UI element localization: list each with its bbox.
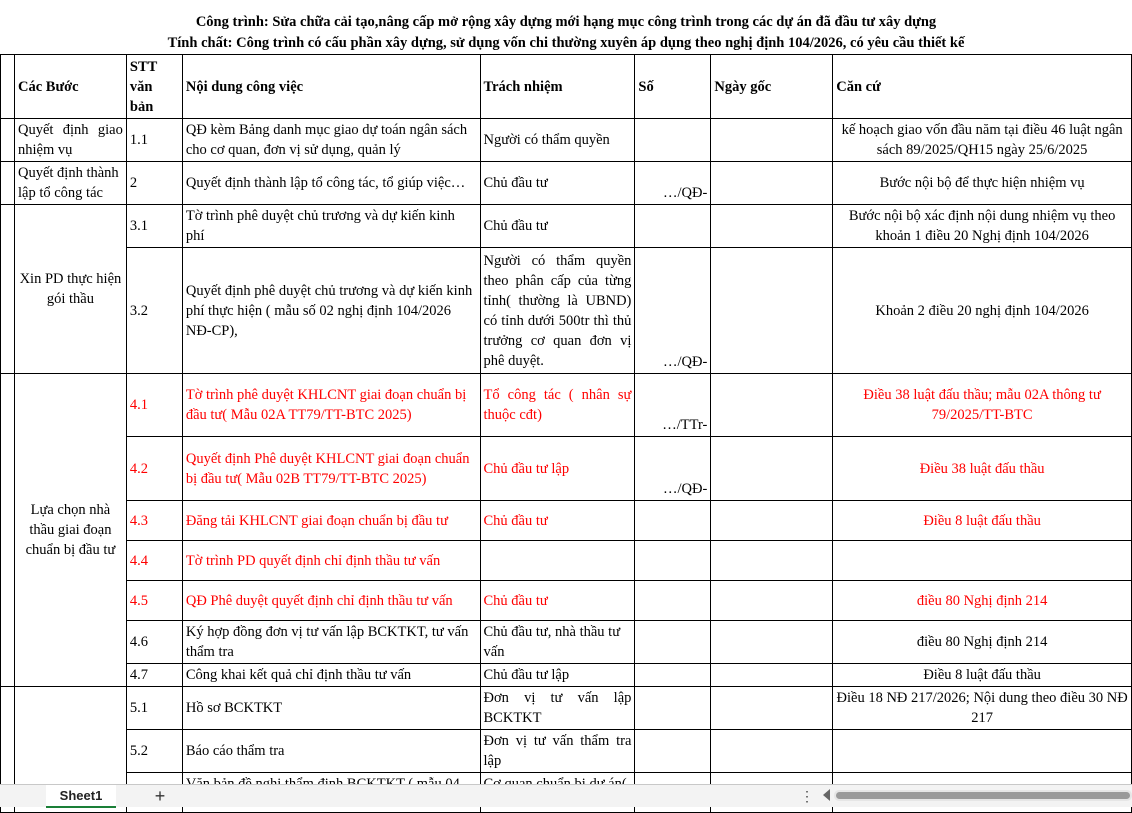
content-cell[interactable]: Quyết định Phê duyệt KHLCNT giai đoạn chuẩn bị đầu tư( Mẫu 02B TT79/TT-BTC 2025) [182, 437, 480, 501]
original-date-cell[interactable] [711, 162, 833, 205]
cell-a[interactable] [1, 374, 15, 687]
number-cell[interactable]: …/QĐ- [635, 437, 711, 501]
original-date-cell[interactable] [711, 205, 833, 248]
table-row [1, 374, 1132, 437]
project-nature[interactable]: Tính chất: Công trình có cấu phần xây dựng, sử dụng vốn chi thường xuyên áp dụng theo nghị định 104/2026, có yêu cầu thiết kế [167, 35, 965, 51]
add-sheet-button[interactable]: + [154, 786, 166, 806]
original-date-cell[interactable] [711, 664, 833, 687]
basis-cell[interactable]: điều 80 Nghị định 214 [833, 581, 1132, 621]
stt-cell[interactable]: 5.1 [126, 687, 182, 730]
project-title[interactable]: Công trình: Sửa chữa cải tạo,nâng cấp mở rộng xây dựng mới hạng mục công trình trong các dự án đã đầu tư xây dựng [195, 14, 937, 30]
stt-cell[interactable]: 2 [126, 162, 182, 205]
step-contractor-selection[interactable]: Lựa chọn nhà thầu giai đoạn chuẩn bị đầu tư [14, 374, 126, 687]
original-date-cell[interactable] [711, 374, 833, 437]
basis-cell[interactable]: kế hoạch giao vốn đầu năm tại điều 46 luật ngân sách 89/2025/QH15 ngày 25/6/2025 [833, 119, 1132, 162]
responsibility-cell[interactable]: Chủ đầu tư [480, 205, 635, 248]
stt-cell[interactable]: 5.2 [126, 730, 182, 773]
table-row [1, 162, 1132, 205]
content-cell[interactable]: Hồ sơ BCKTKT [182, 687, 480, 730]
stt-cell[interactable]: 4.1 [126, 374, 182, 437]
content-cell[interactable]: Tờ trình phê duyệt KHLCNT giai đoạn chuẩn bị đầu tư( Mẫu 02A TT79/TT-BTC 2025) [182, 374, 480, 437]
number-cell[interactable] [635, 730, 711, 773]
responsibility-cell[interactable]: Đơn vị tư vấn lập BCKTKT [480, 687, 635, 730]
responsibility-cell[interactable]: Chủ đầu tư lập [480, 437, 635, 501]
header-number[interactable]: Số [635, 55, 711, 119]
stt-cell[interactable]: 4.2 [126, 437, 182, 501]
step-request-approval[interactable]: Xin PD thực hiện gói thầu [14, 205, 126, 374]
step-assign-task[interactable]: Quyết định giao nhiệm vụ [14, 119, 126, 162]
scroll-left-arrow-icon[interactable] [823, 789, 830, 801]
responsibility-cell[interactable]: Đơn vị tư vấn thẩm tra lập [480, 730, 635, 773]
table-row [1, 437, 1132, 501]
header-stt[interactable]: STT văn bản [126, 55, 182, 119]
number-cell[interactable] [635, 621, 711, 664]
number-cell[interactable] [635, 664, 711, 687]
responsibility-cell[interactable]: Chủ đầu tư [480, 581, 635, 621]
header-responsibility[interactable]: Trách nhiệm [480, 55, 635, 119]
step-establish-team[interactable]: Quyết định thành lập tổ công tác [14, 162, 126, 205]
header-basis[interactable]: Căn cứ [833, 55, 1132, 119]
responsibility-cell[interactable]: Chủ đầu tư, nhà thầu tư vấn [480, 621, 635, 664]
original-date-cell[interactable] [711, 248, 833, 374]
basis-cell[interactable] [833, 730, 1132, 773]
header-steps[interactable]: Các Bước [14, 55, 126, 119]
original-date-cell[interactable] [711, 501, 833, 541]
content-cell[interactable]: Đăng tải KHLCNT giai đoạn chuẩn bị đầu tư [182, 501, 480, 541]
sheet-title-area [0, 0, 1132, 54]
stt-cell[interactable]: 4.3 [126, 501, 182, 541]
original-date-cell[interactable] [711, 730, 833, 773]
cell-a-header[interactable] [1, 55, 15, 119]
responsibility-cell[interactable]: Chủ đầu tư lập [480, 664, 635, 687]
basis-cell[interactable]: Điều 8 luật đấu thầu [833, 501, 1132, 541]
sheet-tab-bar [0, 784, 1132, 807]
sheet-tab-sheet1[interactable]: Sheet1 [46, 785, 116, 808]
responsibility-cell[interactable]: Người có thẩm quyền theo phân cấp của từng tỉnh( thường là UBND) có tỉnh dưới 500tr thì thủ trưởng cơ quan đơn vị phê duyệt. [480, 248, 635, 374]
table-row [1, 621, 1132, 664]
responsibility-cell[interactable]: Người có thẩm quyền [480, 119, 635, 162]
basis-cell[interactable]: điều 80 Nghị định 214 [833, 621, 1132, 664]
original-date-cell[interactable] [711, 119, 833, 162]
content-cell[interactable]: Công khai kết quả chỉ định thầu tư vấn [182, 664, 480, 687]
stt-cell[interactable]: 4.4 [126, 541, 182, 581]
table-row [1, 541, 1132, 581]
number-cell[interactable]: …/TTr- [635, 374, 711, 437]
responsibility-cell[interactable]: Chủ đầu tư [480, 162, 635, 205]
table-row [1, 119, 1132, 162]
responsibility-cell[interactable]: Tổ công tác ( nhân sự thuộc cđt) [480, 374, 635, 437]
original-date-cell[interactable] [711, 437, 833, 501]
spreadsheet-grid[interactable] [0, 54, 1132, 813]
number-cell[interactable]: …/QĐ- [635, 162, 711, 205]
responsibility-cell[interactable]: Chủ đầu tư [480, 501, 635, 541]
number-cell[interactable] [635, 581, 711, 621]
stt-cell[interactable]: 1.1 [126, 119, 182, 162]
content-cell[interactable]: Quyết định thành lập tổ công tác, tổ giúp việc… [182, 162, 480, 205]
table-row [1, 248, 1132, 374]
cell-a[interactable] [1, 162, 15, 205]
content-cell[interactable]: Tờ trình phê duyệt chủ trương và dự kiến kinh phí [182, 205, 480, 248]
cell-a[interactable] [1, 205, 15, 374]
table-row [1, 501, 1132, 541]
header-content[interactable]: Nội dung công việc [182, 55, 480, 119]
cell-a[interactable] [1, 119, 15, 162]
number-cell[interactable] [635, 501, 711, 541]
stt-cell[interactable]: 4.5 [126, 581, 182, 621]
basis-cell[interactable]: Bước nội bộ xác định nội dung nhiệm vụ theo khoản 1 điều 20 Nghị định 104/2026 [833, 205, 1132, 248]
basis-cell[interactable]: Điều 38 luật đấu thầu; mẫu 02A thông tư 79/2025/TT-BTC [833, 374, 1132, 437]
horizontal-scrollbar-thumb[interactable] [836, 792, 1130, 799]
table-row [1, 581, 1132, 621]
original-date-cell[interactable] [711, 581, 833, 621]
content-cell[interactable]: QĐ Phê duyệt quyết định chỉ định thầu tư vấn [182, 581, 480, 621]
table-row [1, 687, 1132, 730]
basis-cell[interactable]: Điều 8 luật đấu thầu [833, 664, 1132, 687]
original-date-cell[interactable] [711, 621, 833, 664]
table-row [1, 205, 1132, 248]
number-cell[interactable] [635, 687, 711, 730]
original-date-cell[interactable] [711, 541, 833, 581]
header-row [1, 55, 1132, 119]
basis-cell[interactable] [833, 541, 1132, 581]
content-cell[interactable]: Báo cáo thẩm tra [182, 730, 480, 773]
content-cell[interactable]: QĐ kèm Bảng danh mục giao dự toán ngân sách cho cơ quan, đơn vị sử dụng, quản lý [182, 119, 480, 162]
basis-cell[interactable]: Khoản 2 điều 20 nghị định 104/2026 [833, 248, 1132, 374]
content-cell[interactable]: Ký hợp đồng đơn vị tư vấn lập BCKTKT, tư vấn thẩm tra [182, 621, 480, 664]
original-date-cell[interactable] [711, 687, 833, 730]
stt-cell[interactable]: 4.7 [126, 664, 182, 687]
header-original-date[interactable]: Ngày gốc [711, 55, 833, 119]
basis-cell[interactable]: Bước nội bộ để thực hiện nhiệm vụ [833, 162, 1132, 205]
stt-cell[interactable]: 3.2 [126, 248, 182, 374]
basis-cell[interactable]: Điều 38 luật đấu thầu [833, 437, 1132, 501]
table-row [1, 664, 1132, 687]
horizontal-scrollbar[interactable] [834, 790, 1132, 801]
number-cell[interactable] [635, 205, 711, 248]
content-cell[interactable]: Quyết định phê duyệt chủ trương và dự kiến kinh phí thực hiện ( mẫu số 02 nghị định 104/2026 NĐ-CP), [182, 248, 480, 374]
responsibility-cell[interactable] [480, 541, 635, 581]
content-cell[interactable]: Tờ trình PD quyết định chỉ định thầu tư vấn [182, 541, 480, 581]
stt-cell[interactable]: 4.6 [126, 621, 182, 664]
table-row [1, 730, 1132, 773]
workflow-table [0, 54, 1132, 813]
tab-bar-splitter[interactable]: ⋮ [800, 788, 814, 804]
stt-cell[interactable]: 3.1 [126, 205, 182, 248]
basis-cell[interactable]: Điều 18 NĐ 217/2026; Nội dung theo điều 30 NĐ 217 [833, 687, 1132, 730]
number-cell[interactable] [635, 119, 711, 162]
number-cell[interactable]: …/QĐ- [635, 248, 711, 374]
number-cell[interactable] [635, 541, 711, 581]
